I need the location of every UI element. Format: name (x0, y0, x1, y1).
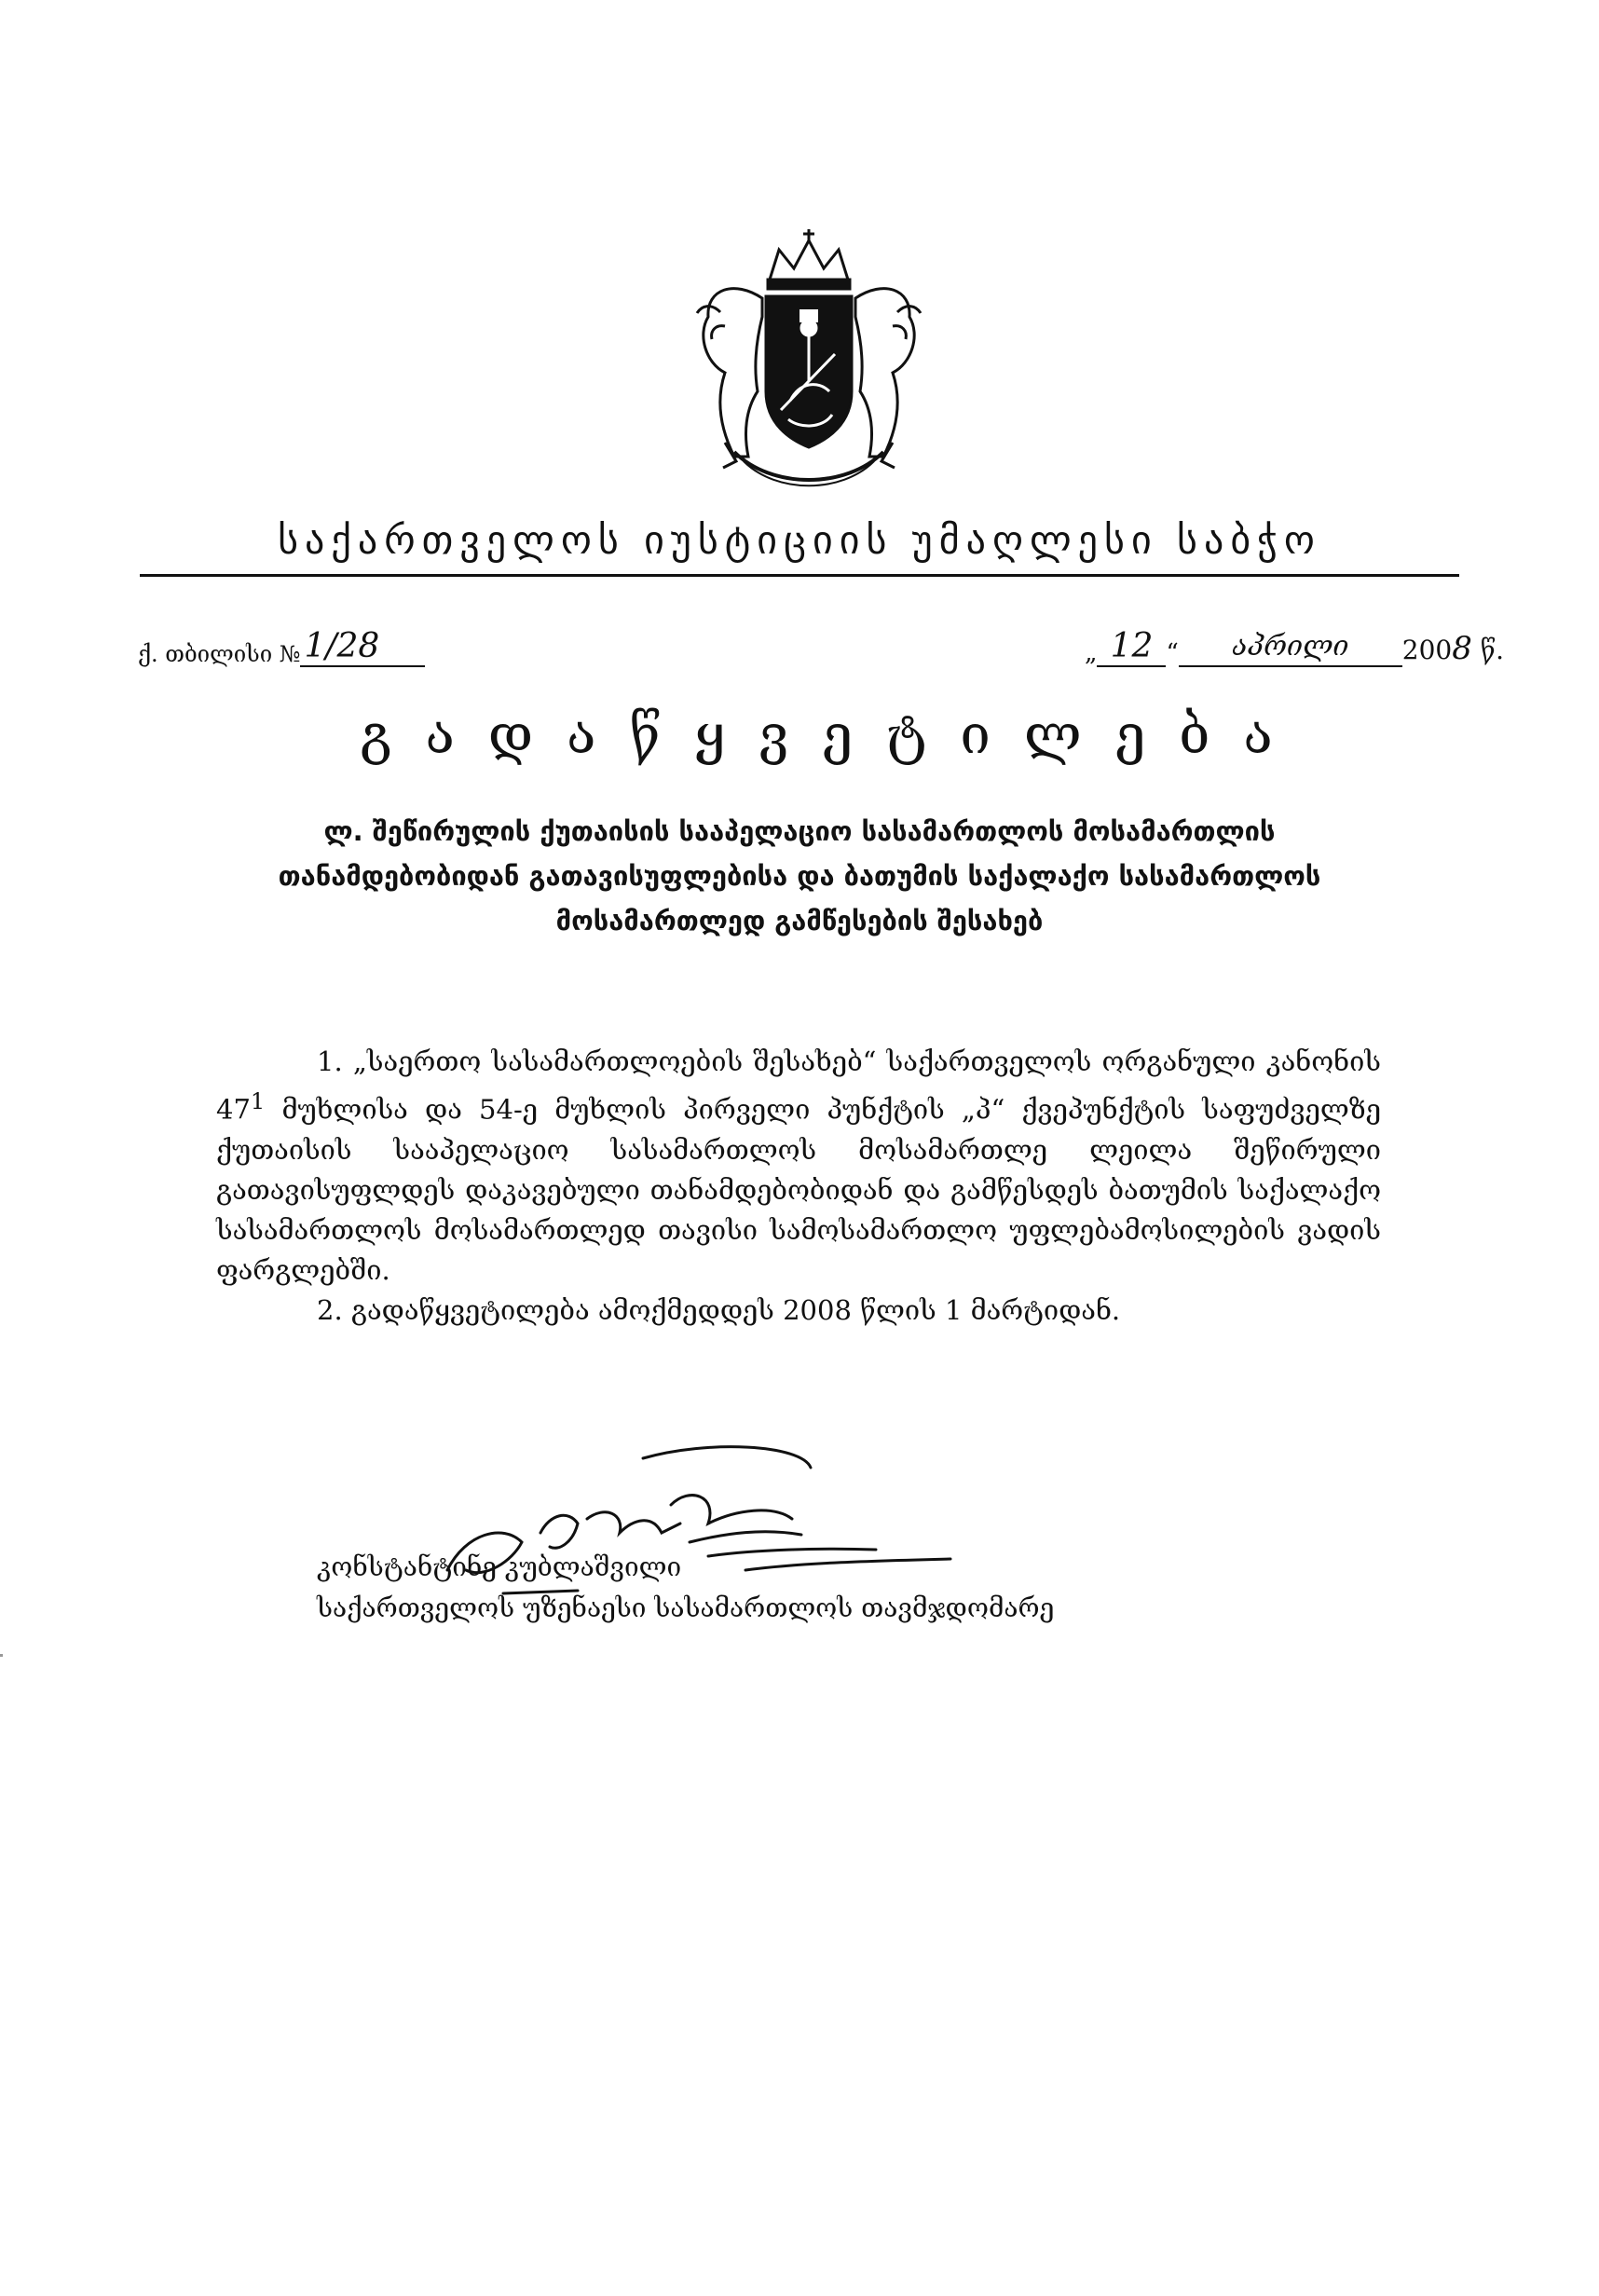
day-quote-close: “ (1166, 639, 1179, 667)
decision-number: 1/28 (300, 628, 425, 667)
day-quote-open: „ (1085, 639, 1098, 667)
paragraph-1-rest: მუხლისა და 54-ე მუხლის პირველი პუნქტის „პ“ ქვეპუნქტის საფუძველზე ქუთაისის სააპელაციო სასამართლოს მოსამართლე ლეილა შეწირული გათავისუფლდეს დაკავებული თანამდებობიდან და გამწესდეს ბათუმის საქალაქო სასამართლოს მოსამართლედ თავისი სამოსამართლო უფლებამოსილების ვადის ფარგლებში. (216, 1093, 1381, 1286)
subject-line-1: ლ. შეწირულის ქუთაისის სააპელაციო სასამართლოს მოსამართლის (323, 815, 1276, 847)
year-suffix: წ. (1480, 635, 1504, 665)
year-handwritten: 8 (1452, 630, 1472, 667)
date-line (1085, 626, 1504, 667)
subject-line-3: მოსამართლედ გამწესების შესახებ (555, 905, 1044, 936)
year-printed: 200 (1401, 635, 1453, 665)
signature-block (317, 1547, 1249, 1629)
council-name-header: საქართველოს იუსტიციის უმაღლესი საბჭო (278, 517, 1321, 563)
date-year (1402, 630, 1504, 667)
decision-subject (242, 809, 1357, 943)
paragraph-1 (216, 1042, 1381, 1291)
article-superscript: 1 (250, 1088, 266, 1114)
date-month: აპრილი (1179, 628, 1402, 667)
paragraph-1-start: 1. „საერთო სასამართლოების შესახებ“ საქართველოს ორგანული კანონის 47 (216, 1046, 1381, 1126)
header-rule (140, 574, 1459, 577)
place-label: ქ. თბილისი № (138, 641, 301, 667)
paragraph-2: 2. გადაწყვეტილება ამოქმედდეს 2008 წლის 1 მარტიდან. (317, 1293, 1121, 1326)
document-title: გადაწყვეტილება (360, 703, 1306, 766)
decision-body (216, 1042, 1381, 1331)
subject-line-2: თანამდებობიდან გათავისუფლებისა და ბათუმის საქალაქო სასამართლოს (278, 860, 1321, 892)
scan-speck (0, 1654, 3, 1657)
date-day: 12 (1097, 628, 1166, 667)
place-number-line (138, 626, 425, 667)
coat-of-arms-emblem (669, 224, 949, 503)
signatory-title: საქართველოს უზენაესი სასამართლოს თავმჯდომარე (317, 1592, 1055, 1623)
signatory-name: კონსტანტინე კუბლაშვილი (317, 1551, 682, 1582)
